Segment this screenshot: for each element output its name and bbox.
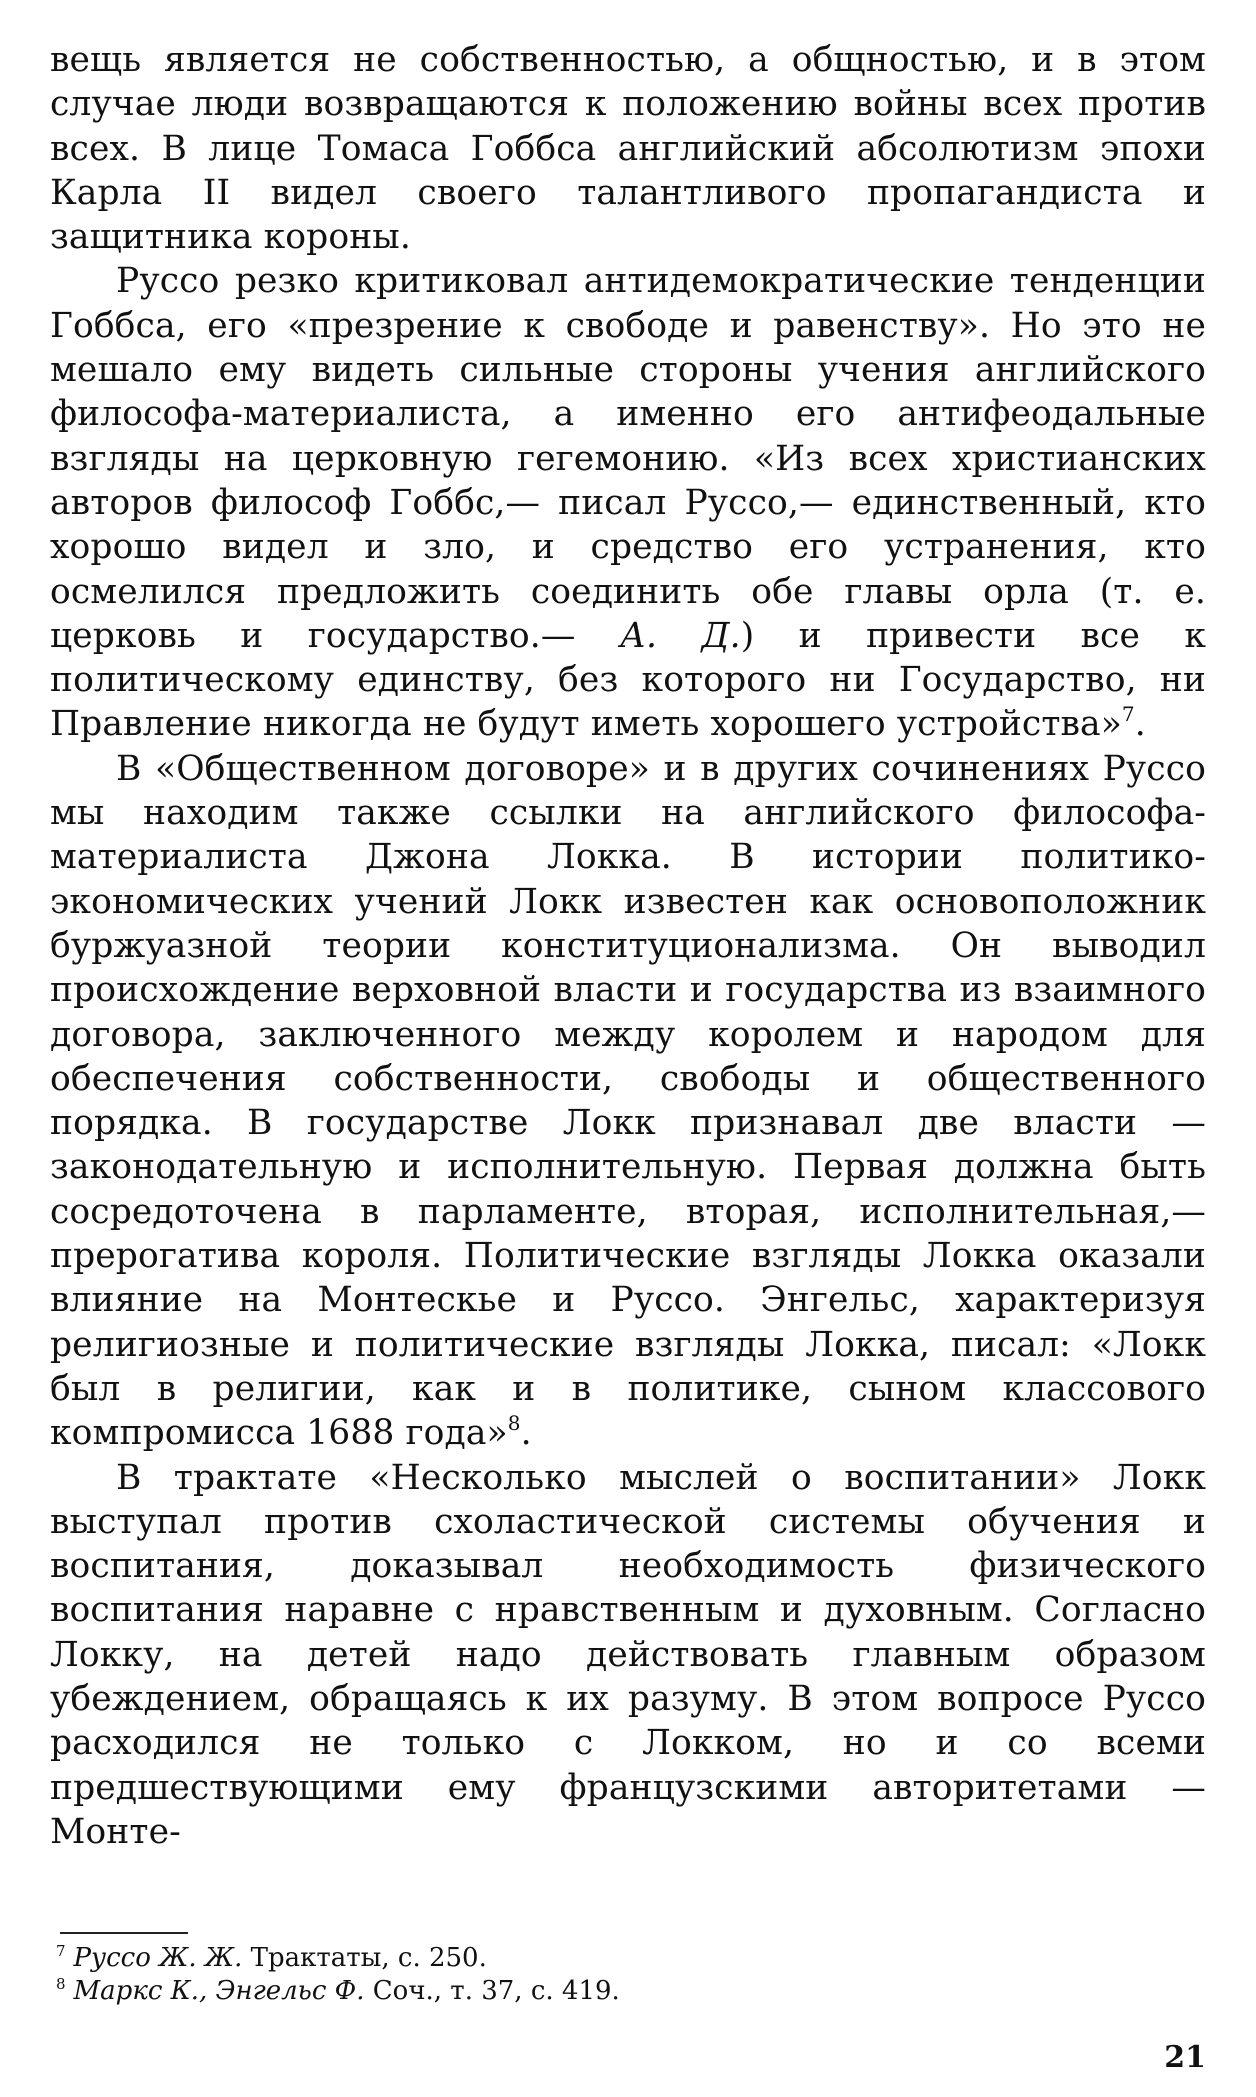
footnote-8-number: 8 <box>56 1975 66 1993</box>
footnote-8 <box>56 1975 956 2008</box>
footnote-divider <box>60 1932 188 1934</box>
footnote-7-author: Руссо Ж. Ж. <box>73 1943 243 1973</box>
page-number: 21 <box>1164 2040 1206 2075</box>
footnote-ref-8: 8 <box>507 1411 521 1436</box>
paragraph-2-initials: А. Д. <box>619 615 741 656</box>
paragraph-1: вещь является не собственностью, а общностью, и в этом случае люди возвращаются к положению войны всех против всех. В лице Томаса Гоббса английский абсолютизм эпохи Карла II видел своего талантливого пропагандиста и защитника короны. <box>50 40 1206 258</box>
footnote-7-text: Трактаты, с. 250. <box>250 1943 487 1973</box>
paragraph-3-text: В «Общественном договоре» и в других сочинениях Руссо мы находим также ссылки на английского философа-материалиста Джона Локка. В истории политико-экономических учений Локк известен как основоположник буржуазной теории конституционализма. Он выводил происхождение верховной власти и государства из взаимного договора, заключенного между королем и народом для обеспечения собственности, свободы и общественного порядка. В государстве Локк признавал две власти — законодательную и исполнительную. Первая должна быть сосредоточена в парламенте, вторая, исполнительная,— прерогатива короля. Политические взгляды Локка оказали влияние на Монтескье и Руссо. Энгельс, характеризуя религиозные и политические взгляды Локка, писал: «Локк был в религии, как и в политике, сыном классового компромисса 1688 года» <box>50 748 1206 1454</box>
footnote-7 <box>56 1942 956 1975</box>
paragraph-2-text-after: ) и привести все к политическому единству, без которого ни Государство, ни Правление никогда не будут иметь хорошего устройства» <box>50 615 1207 745</box>
paragraph-4: В трактате «Несколько мыслей о воспитании» Локк выступал против схоластической системы обучения и воспитания, доказывал необходимость физического воспитания наравне с нравственным и духовным. Согласно Локку, на детей надо действовать главным образом убеждением, обращаясь к их разуму. В этом вопросе Руссо расходился не только с Локком, но и со всеми предшествующими ему французскими авторитетами — Монте- <box>50 1457 1206 1852</box>
footnote-8-text: Соч., т. 37, с. 419. <box>372 1976 620 2006</box>
paragraph-3-end: . <box>520 1413 532 1454</box>
footnote-ref-7: 7 <box>1121 702 1135 727</box>
paragraph-2-end: . <box>1134 704 1146 745</box>
footnotes <box>56 1942 956 2008</box>
paragraph-2 <box>50 259 1206 746</box>
paragraph-2-text-before: Руссо резко критиковал антидемократические тенденции Гоббса, его «презрение к свободе и равенству». Но это не мешало ему видеть сильные стороны учения английского философа-материалиста, а именно его антифеодальные взгляды на церковную гегемонию. «Из всех христианских авторов философ Гоббс,— писал Руссо,— единственный, кто хорошо видел и зло, и средство его устранения, кто осмелился предложить соединить обе главы орла (т. е. церковь и государство.— <box>50 261 1206 656</box>
paragraph-3 <box>50 747 1206 1456</box>
footnote-8-author: Маркс К., Энгельс Ф. <box>73 1976 365 2006</box>
footnote-7-number: 7 <box>56 1942 66 1960</box>
main-text <box>50 38 1206 1858</box>
